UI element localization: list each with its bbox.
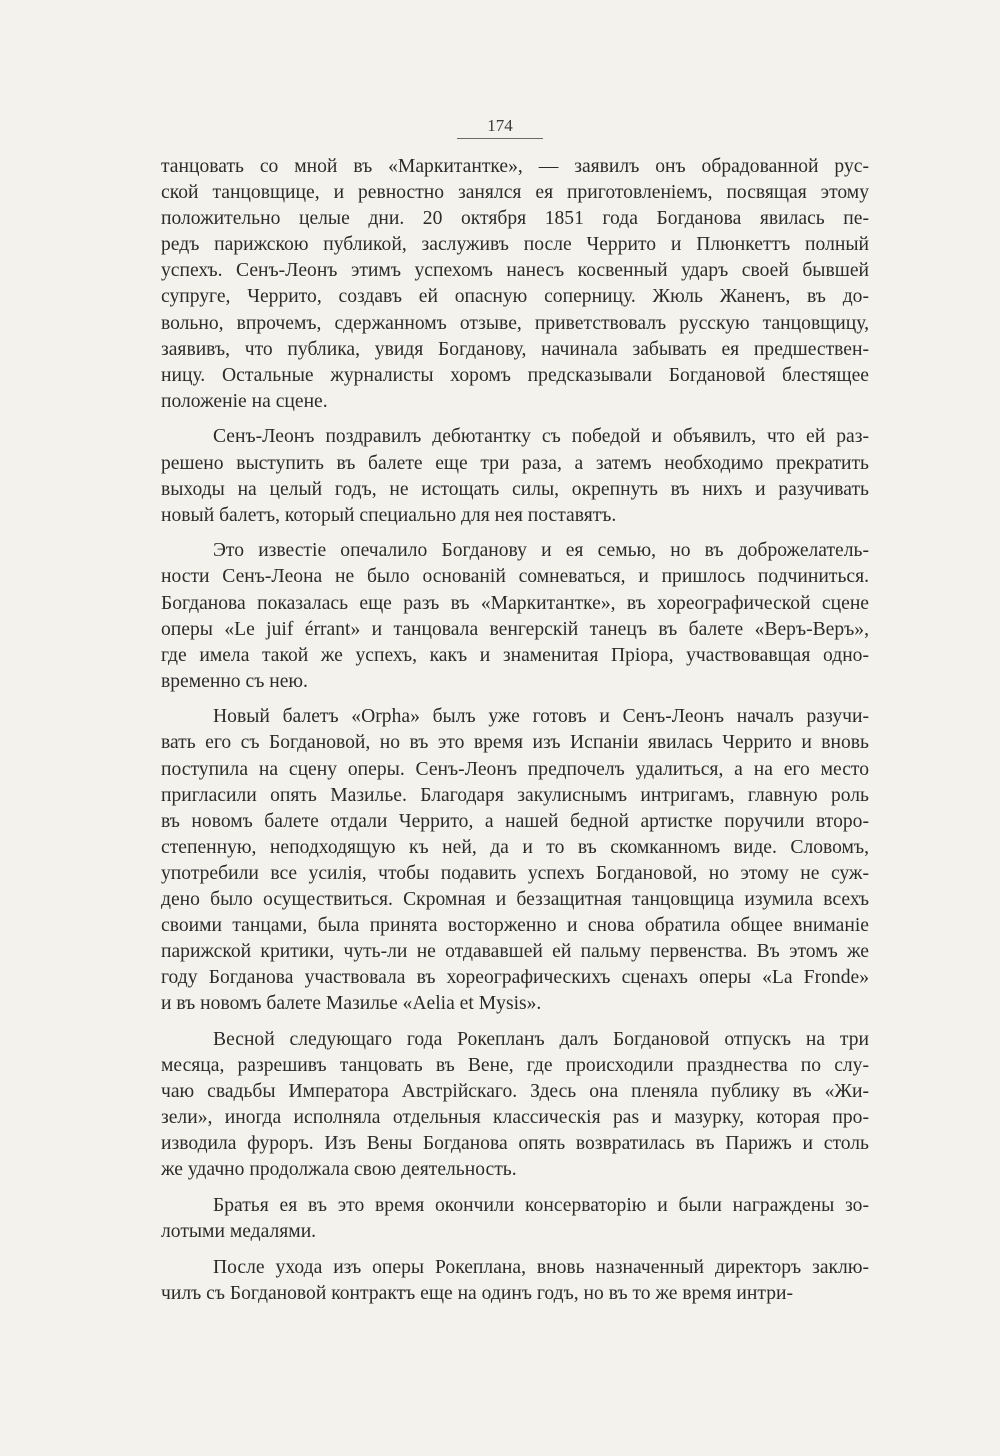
text-line: поступила на сцену оперы. Сенъ-Леонъ предпочелъ удалиться, а на его место <box>161 758 869 780</box>
text-line: году Богданова участвовала въ хореографическихъ сценахъ оперы «La Fronde» <box>161 967 869 989</box>
text-line: изводила фуроръ. Изъ Вены Богданова опять возвратилась въ Парижъ и столь <box>161 1133 869 1155</box>
text-line: где имела такой же успехъ, какъ и знаменитая Прiора, участвовавщая одно- <box>161 644 869 666</box>
paragraph <box>161 1027 869 1184</box>
text-line: пригласили опять Мазилье. Благодаря закулиснымъ интригамъ, главную роль <box>161 784 869 806</box>
text-line: Богданова показалась еще разъ въ «Маркитантке», въ хореографической сцене <box>161 592 869 614</box>
text-line: Сенъ-Леонъ поздравилъ дебютантку съ победой и объявилъ, что ей раз- <box>213 426 869 448</box>
text-line: Весной следующаго года Рокепланъ далъ Богдановой отпускъ на три <box>213 1029 869 1050</box>
paragraph <box>161 154 869 415</box>
text-line: танцовать со мной въ «Маркитантке», — заявилъ онъ обрадованной рус- <box>161 156 869 177</box>
text-line: выходы на целый годъ, не истощать силы, окрепнуть въ нихъ и разучивать <box>161 478 869 500</box>
paragraph <box>161 1255 869 1307</box>
text-line: ницу. Остальные журналисты хоромъ предсказывали Богдановой блестящее <box>161 364 869 386</box>
text-line: ности Сенъ-Леона не было основанiй сомневаться, и пришлось подчиниться. <box>161 566 869 588</box>
paragraph <box>161 1193 869 1245</box>
text-line: временно съ нею. <box>161 670 308 692</box>
paragraph <box>161 704 869 1017</box>
text-line: Новый балетъ «Orpha» былъ уже готовъ и Сенъ-Леонъ началъ разучи- <box>213 706 869 728</box>
text-line: заявивъ, что публика, увидя Богданову, начинала забывать ея предшествен- <box>161 338 869 360</box>
text-line: вать его съ Богдановой, но въ это время изъ Испанiи явилась Черрито и вновь <box>161 732 869 754</box>
text-line: чилъ съ Богдановой контрактъ еще на одинъ годъ, но въ то же время интри- <box>161 1282 794 1304</box>
paragraph <box>161 538 869 695</box>
text-line: и въ новомъ балете Мазилье «Aelia et Mysis». <box>161 993 542 1015</box>
text-line: зели», иногда исполняла отдельныя классическiя pas и мазурку, которая про- <box>161 1107 869 1129</box>
text-line: супруге, Черрито, создавъ ей опасную соперницу. Жюль Жаненъ, въ до- <box>161 286 869 308</box>
text-line: ской танцовщице, и ревностно занялся ея приготовленiемъ, посвящая этому <box>161 182 869 204</box>
page-number-text: 174 <box>457 116 543 139</box>
text-line: положенie на сцене. <box>161 390 328 412</box>
text-line: лотыми медалями. <box>161 1221 317 1243</box>
text-line: употребили все усилiя, чтобы подавить успехъ Богдановой, но этому не суж- <box>161 862 869 884</box>
text-line: успехъ. Сенъ-Леонъ этимъ успехомъ нанесъ косвенный ударъ своей бывшей <box>161 260 869 282</box>
text-line: же удачно продолжала свою деятельность. <box>161 1159 517 1181</box>
text-line: положительно целые дни. 20 октября 1851 года Богданова явилась пе- <box>161 208 869 230</box>
text-line: редъ парижскою публикой, заслуживъ после Черрито и Плюнкеттъ полный <box>161 234 869 256</box>
text-line: Братья ея въ это время окончили консерваторiю и были награждены зо- <box>213 1195 869 1217</box>
text-line: дено было осуществиться. Скромная и беззащитная танцовщица изумила всехъ <box>161 889 869 911</box>
page-number <box>0 116 1000 139</box>
text-line: парижской критики, чуть-ли не отдававшей ей пальму первенства. Въ этомъ же <box>161 941 869 963</box>
text-line: въ новомъ балете отдали Черрито, а нашей бедной артистке поручили второ- <box>161 810 869 832</box>
text-line: своими танцами, была принята восторженно и снова обратила общее вниманiе <box>161 915 869 937</box>
text-line: вольно, впрочемъ, сдержанномъ отзыве, приветствовалъ русскую танцовщицу, <box>161 312 869 334</box>
text-line: новый балетъ, который специально для нея поставятъ. <box>161 504 617 526</box>
text-line: решено выступить въ балете еще три раза, а затемъ необходимо прекратить <box>161 452 869 474</box>
text-line: чаю свадьбы Императора Австрiйскаго. Здесь она пленяла публику въ «Жи- <box>161 1081 869 1103</box>
text-line: После ухода изъ оперы Рокеплана, вновь назначенный директоръ заклю- <box>213 1256 869 1278</box>
paragraph <box>161 424 869 528</box>
text-line: степенную, неподходящую къ ней, да и то въ скомканномъ виде. Словомъ, <box>161 836 869 858</box>
text-line: месяца, разрешивъ танцовать въ Вене, где происходили празднества по слу- <box>161 1055 869 1077</box>
body-text <box>161 154 869 1316</box>
text-line: Это известie опечалило Богданову и ея семью, но въ доброжелатель- <box>213 540 869 562</box>
text-line: оперы «Le juif érrant» и танцовала венгерскiй танецъ въ балете «Веръ-Веръ», <box>161 618 869 640</box>
